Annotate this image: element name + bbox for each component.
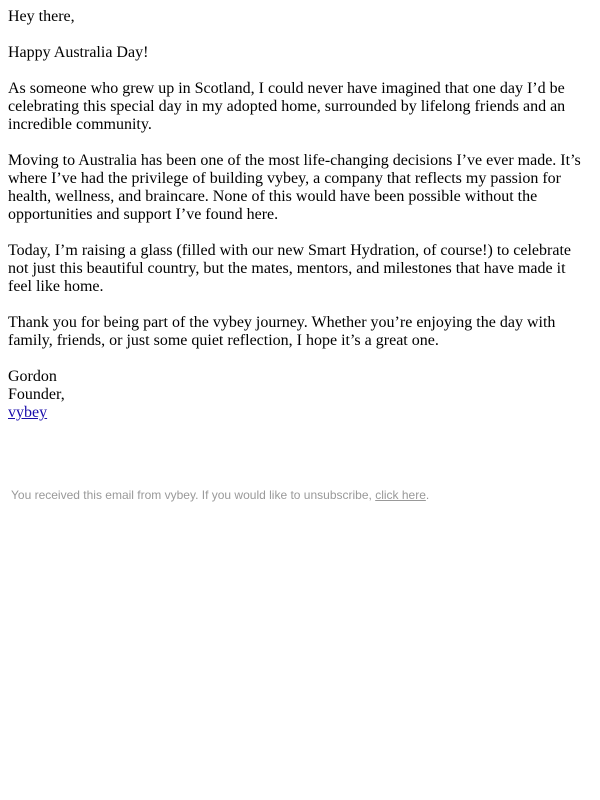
unsubscribe-footer: [11, 488, 429, 503]
headline: Happy Australia Day!: [8, 44, 149, 61]
greeting: Hey there,: [8, 8, 75, 25]
footer-end: .: [425, 488, 430, 502]
footer-text: You received this email from vybey. If you would like to unsubscribe,: [11, 488, 372, 502]
body-paragraph-1: As someone who grew up in Scotland, I could never have imagined that one day I’d be celebrating this special day in my adopted home, surrounded by lifelong friends and an incredible community.: [8, 80, 566, 133]
body-paragraph-3: Today, I’m raising a glass (filled with our new Smart Hydration, of course!) to celebrate not just this beautiful country, but the mates, mentors, and milestones that have made it feel like home.: [8, 242, 571, 295]
signature-name: Gordon: [8, 368, 57, 385]
company-link[interactable]: vybey: [8, 404, 48, 421]
signature-title: Founder,: [8, 386, 65, 403]
unsubscribe-link[interactable]: click here: [375, 488, 426, 502]
body-paragraph-2: Moving to Australia has been one of the most life-changing decisions I’ve ever made. It’s where I’ve had the privilege of building vybey, a company that reflects my passion for health, wellness, and braincare. None of this would have been possible without the opportunities and support I’ve found here.: [8, 152, 581, 223]
body-paragraph-4: Thank you for being part of the vybey journey. Whether you’re enjoying the day with family, friends, or just some quiet reflection, I hope it’s a great one.: [8, 314, 556, 349]
signature: [8, 368, 592, 422]
